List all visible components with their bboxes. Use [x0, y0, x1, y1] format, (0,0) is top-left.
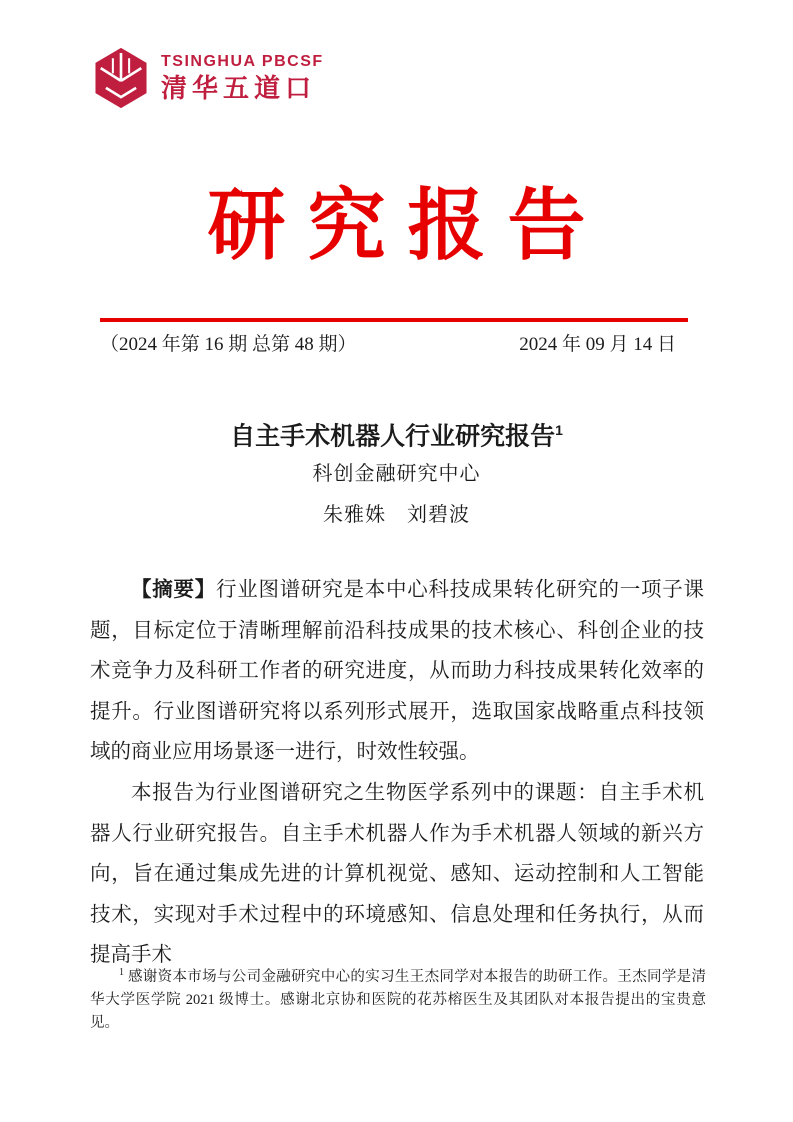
abstract-text: 行业图谱研究是本中心科技成果转化研究的一项子课题，目标定位于清晰理解前沿科技成果的技术核心、科创企业的技术竞争力及科研工作者的研究进度，从而助力科技成果转化效率的提升。行业图谱研究将以系列形式展开，选取国家战略重点科技领域的商业应用场景逐一进行，时效性较强。 [90, 579, 704, 764]
abstract-paragraph [90, 570, 704, 773]
abstract-label: 【摘要】 [131, 578, 216, 601]
logo-text-en: TSINGHUA PBCSF [161, 53, 324, 71]
report-title [0, 413, 793, 453]
report-subtitle: 科创金融研究中心 [312, 463, 481, 485]
footnote-ref: 1 [119, 967, 124, 978]
pbcsf-logo [92, 46, 324, 110]
issue-label: （2024 年第 16 期 总第 48 期） [100, 334, 357, 355]
report-title-text: 自主手术机器人行业研究报告 [230, 422, 556, 451]
logo-text [161, 52, 324, 103]
logo-text-zh: 清华五道口 [161, 72, 317, 103]
report-authors: 朱雅姝 刘碧波 [323, 504, 470, 526]
footnote [90, 961, 706, 1035]
body-paragraph: 本报告为行业图谱研究之生物医学系列中的课题：自主手术机器人行业研究报告。自主手术机器人作为手术机器人领域的新兴方向，旨在通过集成先进的计算机视觉、感知、运动控制和人工智能技术，实现对手术过程中的环境感知、信息处理和任务执行，从而提高手术 [90, 781, 704, 967]
issue-date: 2024 年 09 月 14 日 [519, 334, 676, 355]
divider-rule [100, 318, 688, 322]
pbcsf-hexagon-cube-icon [92, 46, 150, 110]
issue-bar [100, 331, 676, 359]
footnote-text: 感谢资本市场与公司金融研究中心的实习生王杰同学对本报告的助研工作。王杰同学是清华大学医学院 2021 级博士。感谢北京协和医院的花苏榕医生及其团队对本报告提出的宝贵意见。 [90, 968, 707, 1031]
masthead-title: 研究报告 [207, 180, 608, 271]
body-text [90, 570, 704, 976]
title-footnote-ref: 1 [555, 422, 563, 438]
